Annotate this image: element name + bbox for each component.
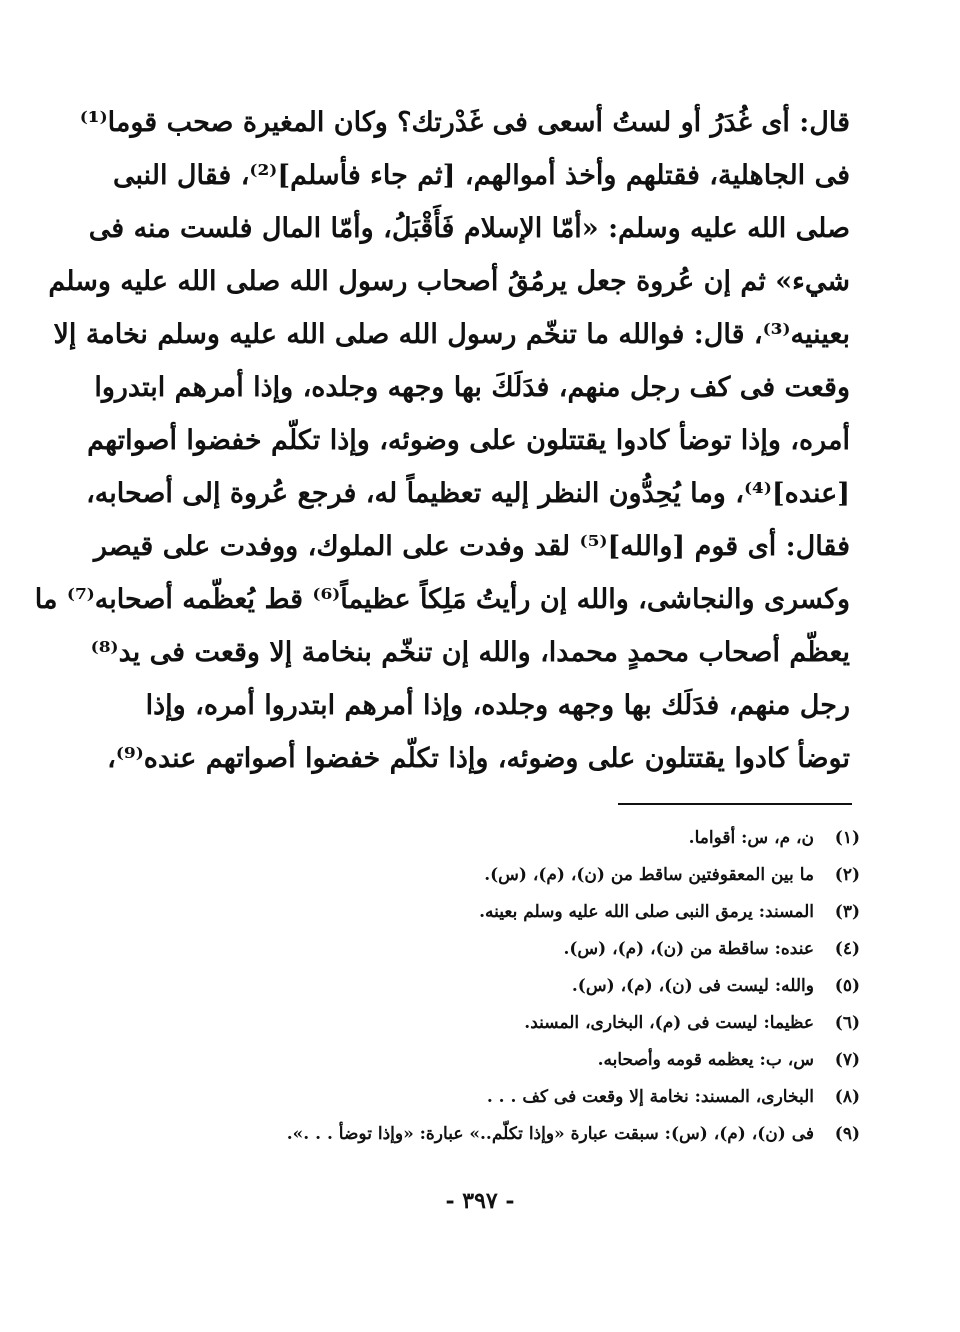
footnote-7 — [200, 1042, 860, 1079]
text-line-8: [عنده]⁽⁴⁾، وما يُحِدُّون النظر إليه تعظيماً له، فرجع عُروة إلى أصحابه، — [86, 478, 850, 509]
footnote-text: فى (ن)، (م)، (س): سبقت عبارة «وإذا تكلّم..» عبارة: «وإذا توضأ . . .». — [286, 1124, 814, 1144]
footnote-text: س، ب: يعظمه قومه وأصحابه. — [597, 1050, 814, 1070]
footnote-3 — [200, 894, 860, 931]
footnote-number: (٤) — [834, 939, 860, 959]
text-line-9: فقال: أى قوم [والله]⁽⁵⁾ لقد وفدت على الملوك، ووفدت على قيصر — [93, 531, 850, 562]
footnote-text: ن، م، س: أقواما. — [688, 828, 814, 848]
page-number: - ٣٩٧ - — [445, 1188, 515, 1214]
footnote-number: (١) — [834, 828, 860, 848]
text-line-5: بعينيه⁽³⁾، قال: فوالله ما تنخّم رسول الله صلى الله عليه وسلم نخامة إلا — [53, 319, 850, 350]
footnote-text: المسند: يرمق النبى صلى الله عليه وسلم بعينه. — [479, 902, 814, 922]
text-line-12: رجل منهم، فدَلَك بها وجهه وجلده، وإذا أمرهم ابتدروا أمره، وإذا — [145, 690, 850, 721]
footnote-number: (٩) — [834, 1124, 860, 1144]
footnote-9 — [200, 1116, 860, 1153]
footnote-text: والله: ليست فى (ن)، (م)، (س). — [571, 976, 814, 996]
footnote-text: عظيما: ليست فى (م)، البخارى، المسند. — [524, 1013, 814, 1033]
footnote-number: (٣) — [834, 902, 860, 922]
footnote-number: (٦) — [834, 1013, 860, 1033]
footnote-number: (٥) — [834, 976, 860, 996]
text-line-2: فى الجاهلية، فقتلهم وأخذ أموالهم، [ثم جاء فأسلم]⁽²⁾، فقال النبى — [112, 160, 850, 191]
footnotes-section — [200, 820, 860, 1153]
text-line-3: صلى الله عليه وسلم: «أمّا الإسلام فَأَقْبَلُ، وأمّا المال فلست منه فى — [88, 213, 850, 244]
text-line-6: وقعت فى كف رجل منهم، فدَلَكَ بها وجهه وجلده، وإذا أمرهم ابتدروا — [94, 372, 850, 403]
text-line-1: قال: أى غُدَرُ أو لستُ أسعى فى غَدْرتك؟ وكان المغيرة صحب قوما⁽¹⁾ — [79, 107, 850, 138]
text-line-4: شيء» ثم إن عُروة جعل يرمُقُ أصحاب رسول الله صلى الله عليه وسلم — [48, 266, 850, 297]
main-text-block — [34, 96, 850, 785]
footnote-5 — [200, 968, 860, 1005]
footnote-number: (٢) — [834, 865, 860, 885]
footnote-4 — [200, 931, 860, 968]
footnote-number: (٨) — [834, 1087, 860, 1107]
text-line-13: توضأ كادوا يقتتلون على وضوئه، وإذا تكلّم خفضوا أصواتهم عنده⁽⁹⁾، — [107, 743, 850, 774]
footnote-6 — [200, 1005, 860, 1042]
footnote-text: عنده: ساقطة من (ن)، (م)، (س). — [563, 939, 814, 959]
text-line-11: يعظّم أصحاب محمدٍ محمدا، والله إن تنخّم بنخامة إلا وقعت فى يد⁽⁸⁾ — [90, 637, 850, 668]
footnote-text: ما بين المعقوفتين ساقط من (ن)، (م)، (س). — [484, 865, 814, 885]
text-line-7: أمره، وإذا توضأ كادوا يقتتلون على وضوئه، وإذا تكلّم خفضوا أصواتهم — [87, 425, 850, 456]
text-line-10: وكسرى والنجاشى، والله إن رأيتُ مَلِكاً عظيماً⁽⁶⁾ قط يُعظّمه أصحابه⁽⁷⁾ ما — [34, 584, 850, 615]
footnote-divider — [618, 803, 852, 805]
footnote-2 — [200, 857, 860, 894]
footnote-number: (٧) — [834, 1050, 860, 1070]
footnote-8 — [200, 1079, 860, 1116]
footnote-1 — [200, 820, 860, 857]
footnote-text: البخارى، المسند: نخامة إلا وقعت فى كف . . . — [486, 1087, 814, 1107]
